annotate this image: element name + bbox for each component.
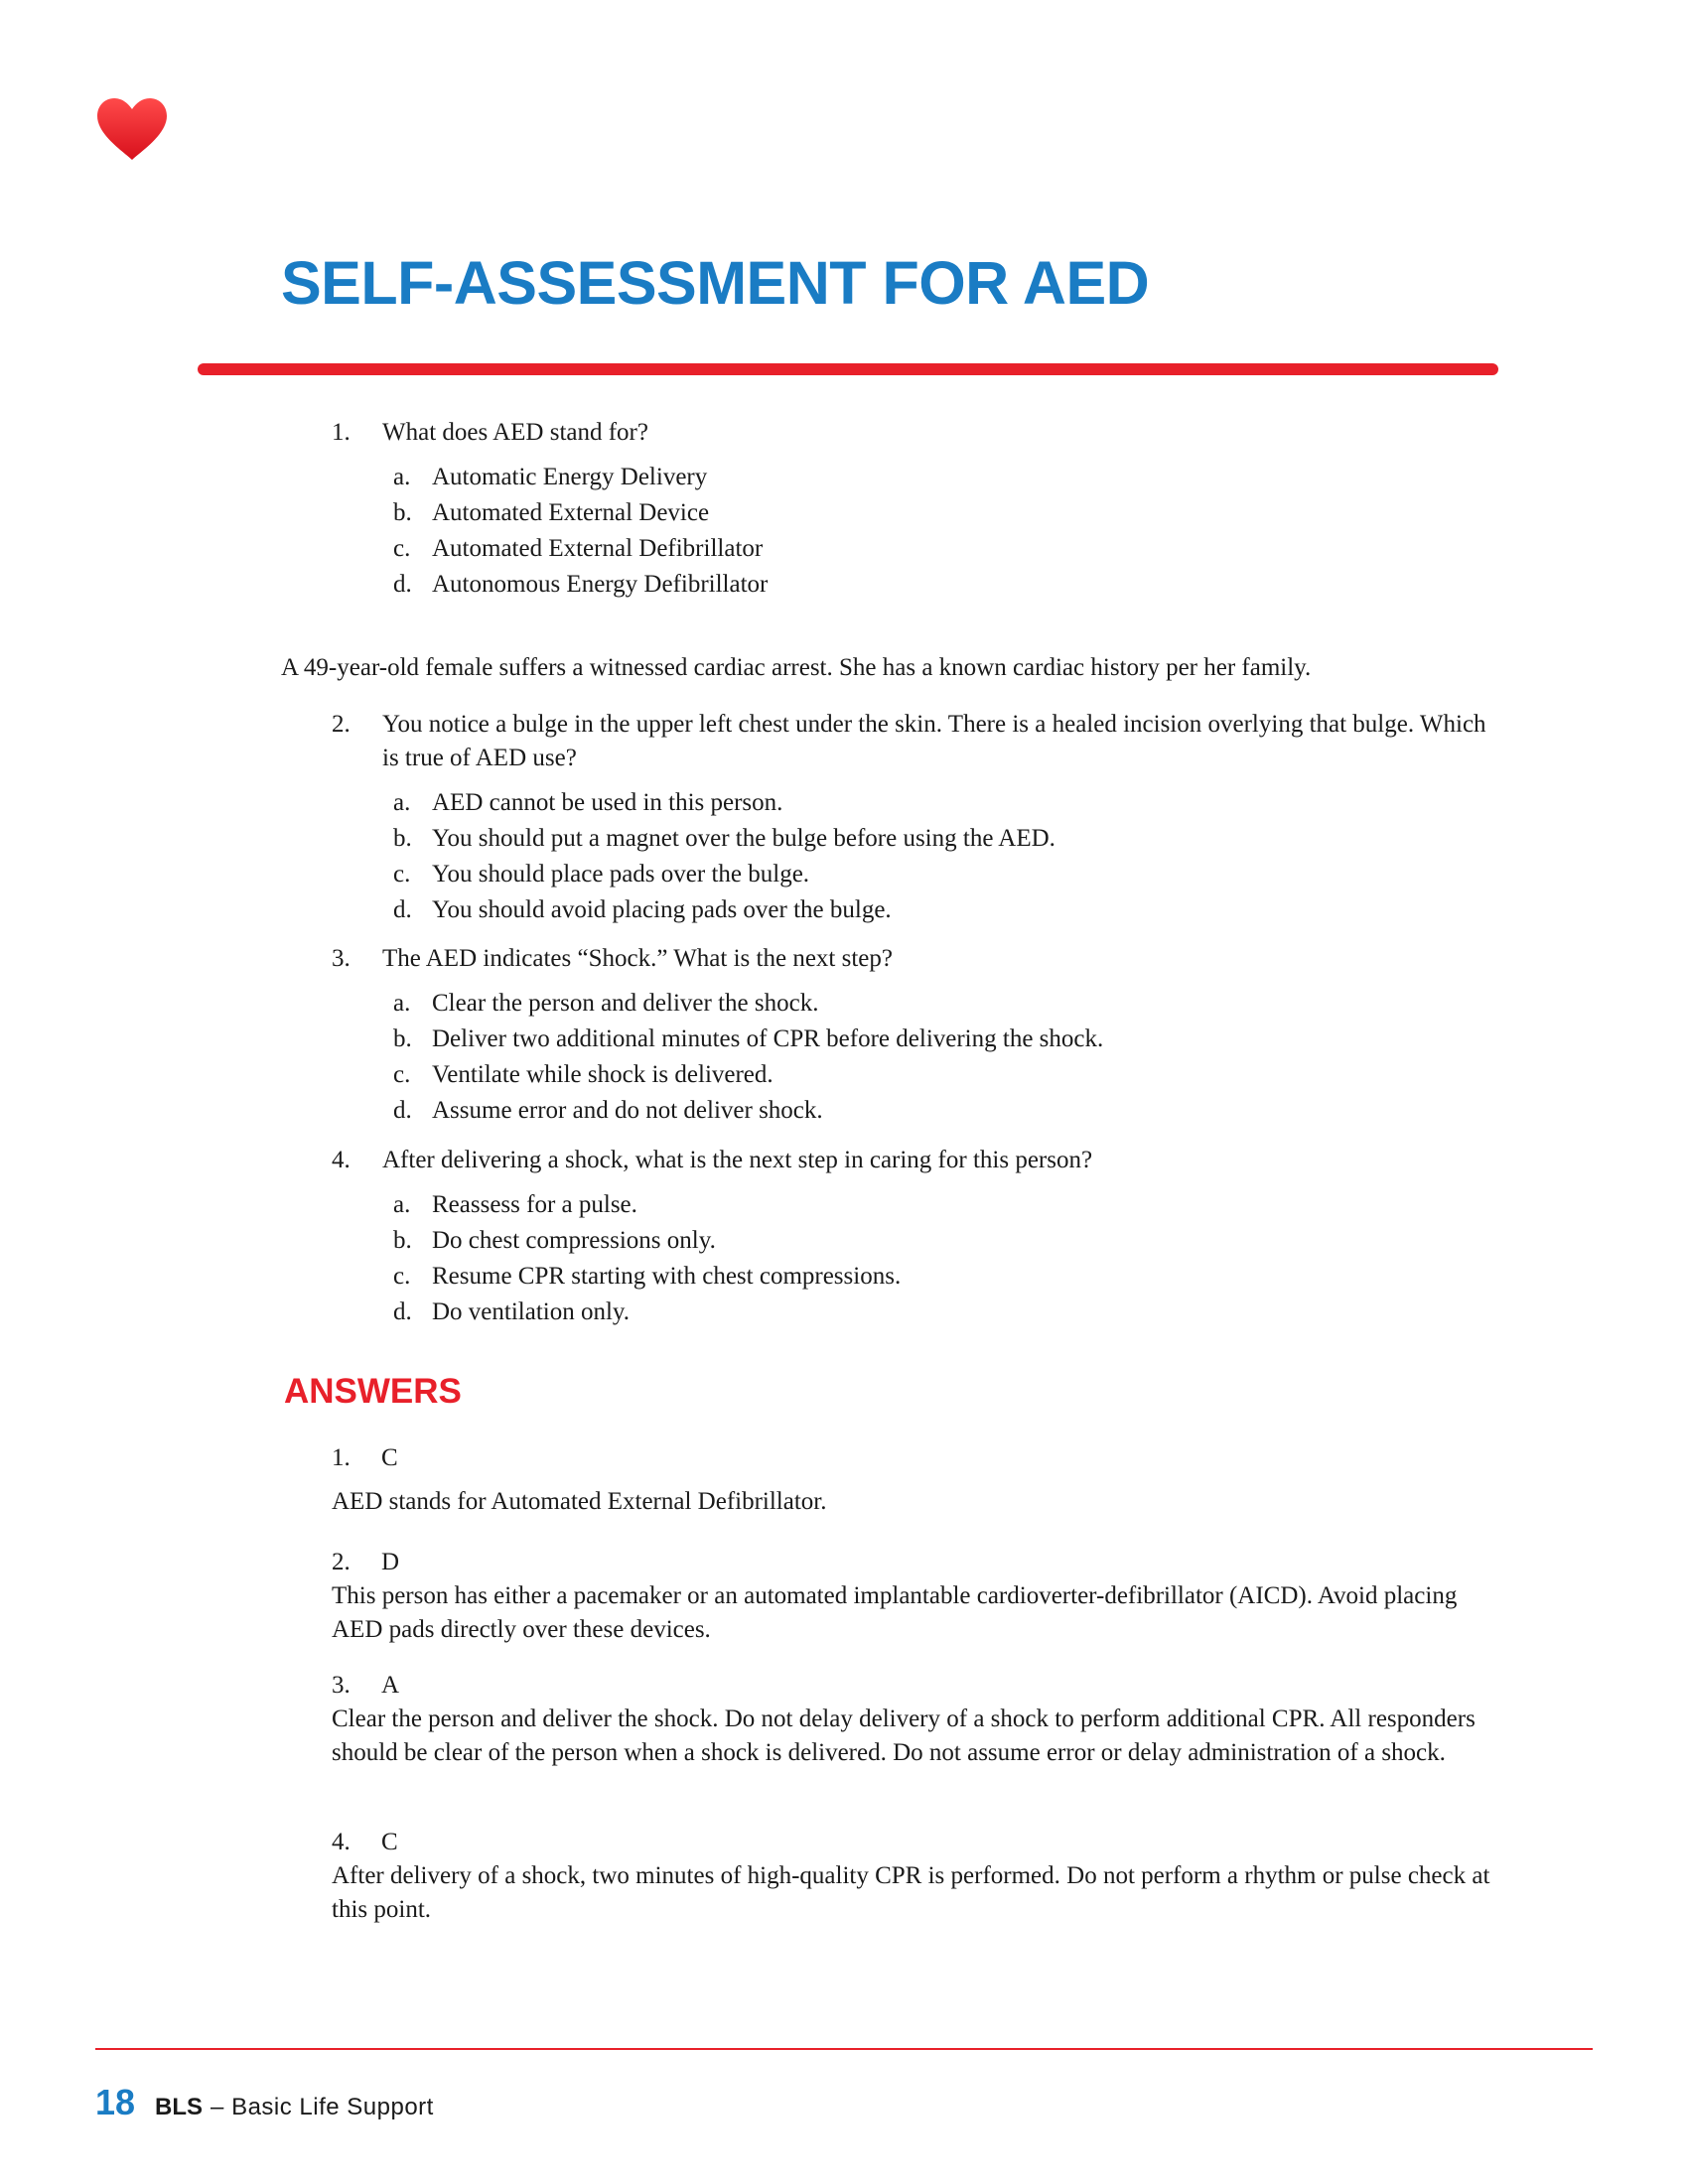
option-list — [332, 785, 1503, 928]
course-abbreviation: BLS — [155, 2094, 204, 2120]
question-text: What does AED stand for? — [382, 419, 648, 446]
option-d: d. Do ventilation only. — [393, 1298, 631, 1325]
answer-1 — [332, 1441, 1503, 1519]
answer-explanation: Clear the person and deliver the shock. Do not delay delivery of a shock to perform additional CPR. All responders should be clear of the person when a shock is delivered. Do not assume error or delay administration of a shock. — [332, 1706, 1476, 1766]
option-list — [332, 986, 1503, 1129]
question-number: 2. — [332, 711, 351, 738]
option-list — [332, 460, 1503, 603]
question-2 — [332, 708, 1503, 928]
question-text: The AED indicates “Shock.” What is the next step? — [382, 945, 893, 972]
answer-number: 2. — [332, 1549, 351, 1575]
option-d: d. You should avoid placing pads over the bulge. — [393, 896, 892, 923]
scenario-text: A 49-year-old female suffers a witnessed cardiac arrest. She has a known cardiac history per her family. — [281, 654, 1312, 681]
answer-3 — [332, 1669, 1503, 1770]
option-b: b. Automated External Device — [393, 499, 710, 526]
page-number: 18 — [95, 2082, 136, 2122]
option-c: c. You should place pads over the bulge. — [393, 861, 810, 887]
footer-divider — [95, 2048, 1593, 2050]
heart-icon — [95, 97, 169, 161]
option-list — [332, 1187, 1503, 1330]
answer-letter: D — [381, 1549, 400, 1575]
option-a: a. AED cannot be used in this person. — [393, 789, 783, 816]
answer-2 — [332, 1546, 1503, 1647]
question-3 — [332, 942, 1503, 1129]
option-b: b. Do chest compressions only. — [393, 1227, 716, 1254]
option-a: a. Clear the person and deliver the shock. — [393, 990, 819, 1017]
answers-heading: ANSWERS — [284, 1372, 462, 1411]
title-divider — [198, 363, 1498, 375]
option-d: d. Autonomous Energy Defibrillator — [393, 571, 769, 598]
answer-letter: C — [381, 1829, 398, 1855]
question-4 — [332, 1144, 1503, 1330]
page-title: SELF-ASSESSMENT FOR AED — [281, 249, 1150, 317]
question-text: You notice a bulge in the upper left chest under the skin. There is a healed incision overlying that bulge. Which is true of AED use? — [382, 711, 1486, 771]
option-d: d. Assume error and do not deliver shock. — [393, 1097, 823, 1124]
option-a: a. Reassess for a pulse. — [393, 1191, 637, 1218]
course-name: – Basic Life Support — [211, 2094, 434, 2120]
option-c: c. Resume CPR starting with chest compressions. — [393, 1263, 902, 1290]
page-footer — [95, 2082, 434, 2123]
question-number: 4. — [332, 1147, 351, 1173]
option-a: a. Automatic Energy Delivery — [393, 464, 708, 490]
answer-explanation: AED stands for Automated External Defibrillator. — [332, 1488, 827, 1515]
question-number: 3. — [332, 945, 351, 972]
option-c: c. Ventilate while shock is delivered. — [393, 1061, 774, 1088]
option-b: b. Deliver two additional minutes of CPR before delivering the shock. — [393, 1025, 1104, 1052]
answer-number: 4. — [332, 1829, 351, 1855]
option-c: c. Automated External Defibrillator — [393, 535, 764, 562]
answer-explanation: After delivery of a shock, two minutes of high-quality CPR is performed. Do not perform a rhythm or pulse check at this point. — [332, 1862, 1490, 1923]
question-text: After delivering a shock, what is the next step in caring for this person? — [382, 1147, 1093, 1173]
answer-explanation: This person has either a pacemaker or an automated implantable cardioverter-defibrillator (AICD). Avoid placing AED pads directly over these devices. — [332, 1582, 1458, 1643]
answer-number: 3. — [332, 1672, 351, 1699]
question-1 — [332, 416, 1503, 603]
answer-4 — [332, 1826, 1503, 1927]
option-b: b. You should put a magnet over the bulge before using the AED. — [393, 825, 1055, 852]
question-number: 1. — [332, 419, 351, 446]
answer-number: 1. — [332, 1444, 351, 1471]
answer-letter: C — [381, 1444, 398, 1471]
answer-letter: A — [381, 1672, 400, 1699]
